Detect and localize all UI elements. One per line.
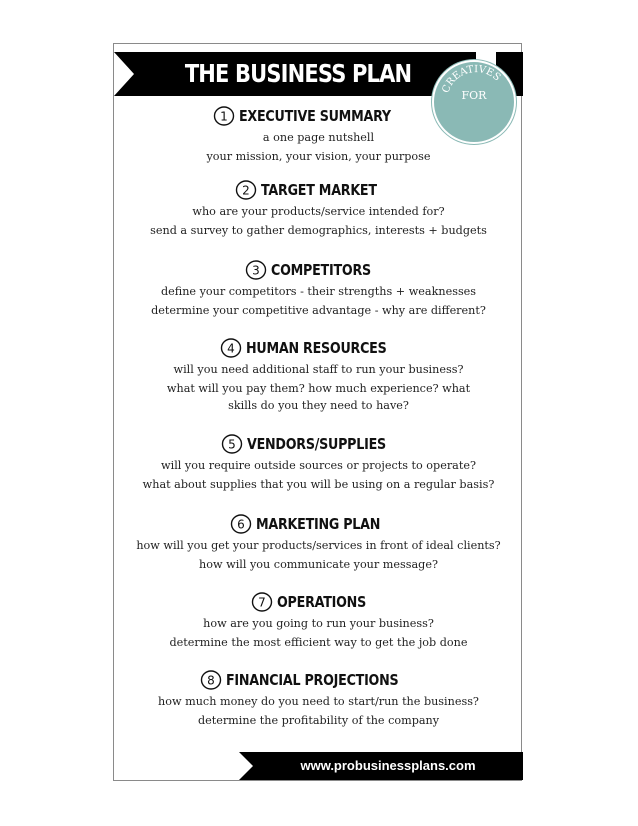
section-heading — [114, 590, 523, 614]
number-circle-icon — [230, 513, 252, 535]
svg-text:5: 5 — [227, 437, 236, 452]
number-circle-icon — [251, 591, 273, 613]
section-title: MARKETING PLAN — [255, 515, 380, 533]
number-circle-icon — [213, 105, 235, 127]
badge-line-2: CREATIVES — [440, 64, 503, 95]
section-line: how much money do you need to start/run the business? — [158, 695, 479, 708]
section-title: EXECUTIVE SUMMARY — [238, 107, 391, 125]
section-line: your mission, your vision, your purpose — [206, 150, 431, 163]
section-vendors-supplies — [114, 432, 523, 494]
section-title: COMPETITORS — [270, 261, 371, 279]
svg-text:4: 4 — [226, 341, 235, 356]
number-circle-icon — [221, 433, 243, 455]
number-circle-icon — [245, 259, 267, 281]
section-title: VENDORS/SUPPLIES — [246, 435, 386, 453]
section-heading — [114, 432, 523, 456]
website-link[interactable]: www.probusinessplans.com — [300, 758, 476, 773]
section-heading — [114, 336, 523, 360]
section-operations — [114, 590, 523, 652]
number-circle-icon — [200, 669, 222, 691]
section-line: determine the profitability of the company — [197, 714, 440, 727]
section-marketing-plan — [114, 512, 523, 574]
section-line: how are you going to run your business? — [203, 617, 434, 630]
section-line: what will you pay them? how much experience? what skills do you they need to have? — [166, 382, 471, 412]
section-line: how will you get your products/services in front of ideal clients? — [136, 539, 501, 552]
section-line: determine your competitive advantage - why are different? — [151, 304, 486, 317]
page-title: THE BUSINESS PLAN — [184, 59, 412, 88]
section-heading — [114, 512, 523, 536]
business-plan-card — [113, 43, 522, 781]
section-line: what about supplies that you will be using on a regular basis? — [142, 478, 495, 491]
section-heading — [114, 178, 523, 202]
badge-line-1: FOR — [461, 89, 487, 102]
section-title: OPERATIONS — [277, 593, 367, 611]
section-title: TARGET MARKET — [260, 181, 377, 199]
url-banner — [239, 752, 523, 780]
section-line: determine the most efficient way to get the job done — [169, 636, 468, 649]
section-line: will you require outside sources or projects to operate? — [161, 459, 476, 472]
svg-text:8: 8 — [207, 673, 216, 688]
svg-text:2: 2 — [242, 183, 250, 198]
section-human-resources — [114, 336, 523, 414]
section-financial-projections — [114, 668, 523, 730]
svg-text:7: 7 — [258, 595, 267, 610]
section-heading — [114, 104, 523, 128]
section-line: will you need additional staff to run your business? — [173, 363, 464, 376]
section-title: FINANCIAL PROJECTIONS — [226, 671, 399, 689]
section-title: HUMAN RESOURCES — [245, 339, 387, 357]
section-line: a one page nutshell — [262, 131, 375, 144]
number-circle-icon — [220, 337, 242, 359]
section-competitors — [114, 258, 523, 320]
section-line: send a survey to gather demographics, interests + budgets — [150, 224, 487, 237]
svg-text:1: 1 — [220, 109, 228, 124]
section-line: how will you communicate your message? — [199, 558, 438, 571]
section-heading — [114, 668, 523, 692]
svg-text:3: 3 — [251, 263, 260, 278]
section-executive-summary — [114, 104, 523, 166]
section-heading — [114, 258, 523, 282]
section-target-market — [114, 178, 523, 240]
section-line: who are your products/service intended for? — [192, 205, 445, 218]
number-circle-icon — [235, 179, 257, 201]
svg-text:6: 6 — [236, 517, 245, 532]
section-line: define your competitors - their strengths + weaknesses — [160, 285, 477, 298]
